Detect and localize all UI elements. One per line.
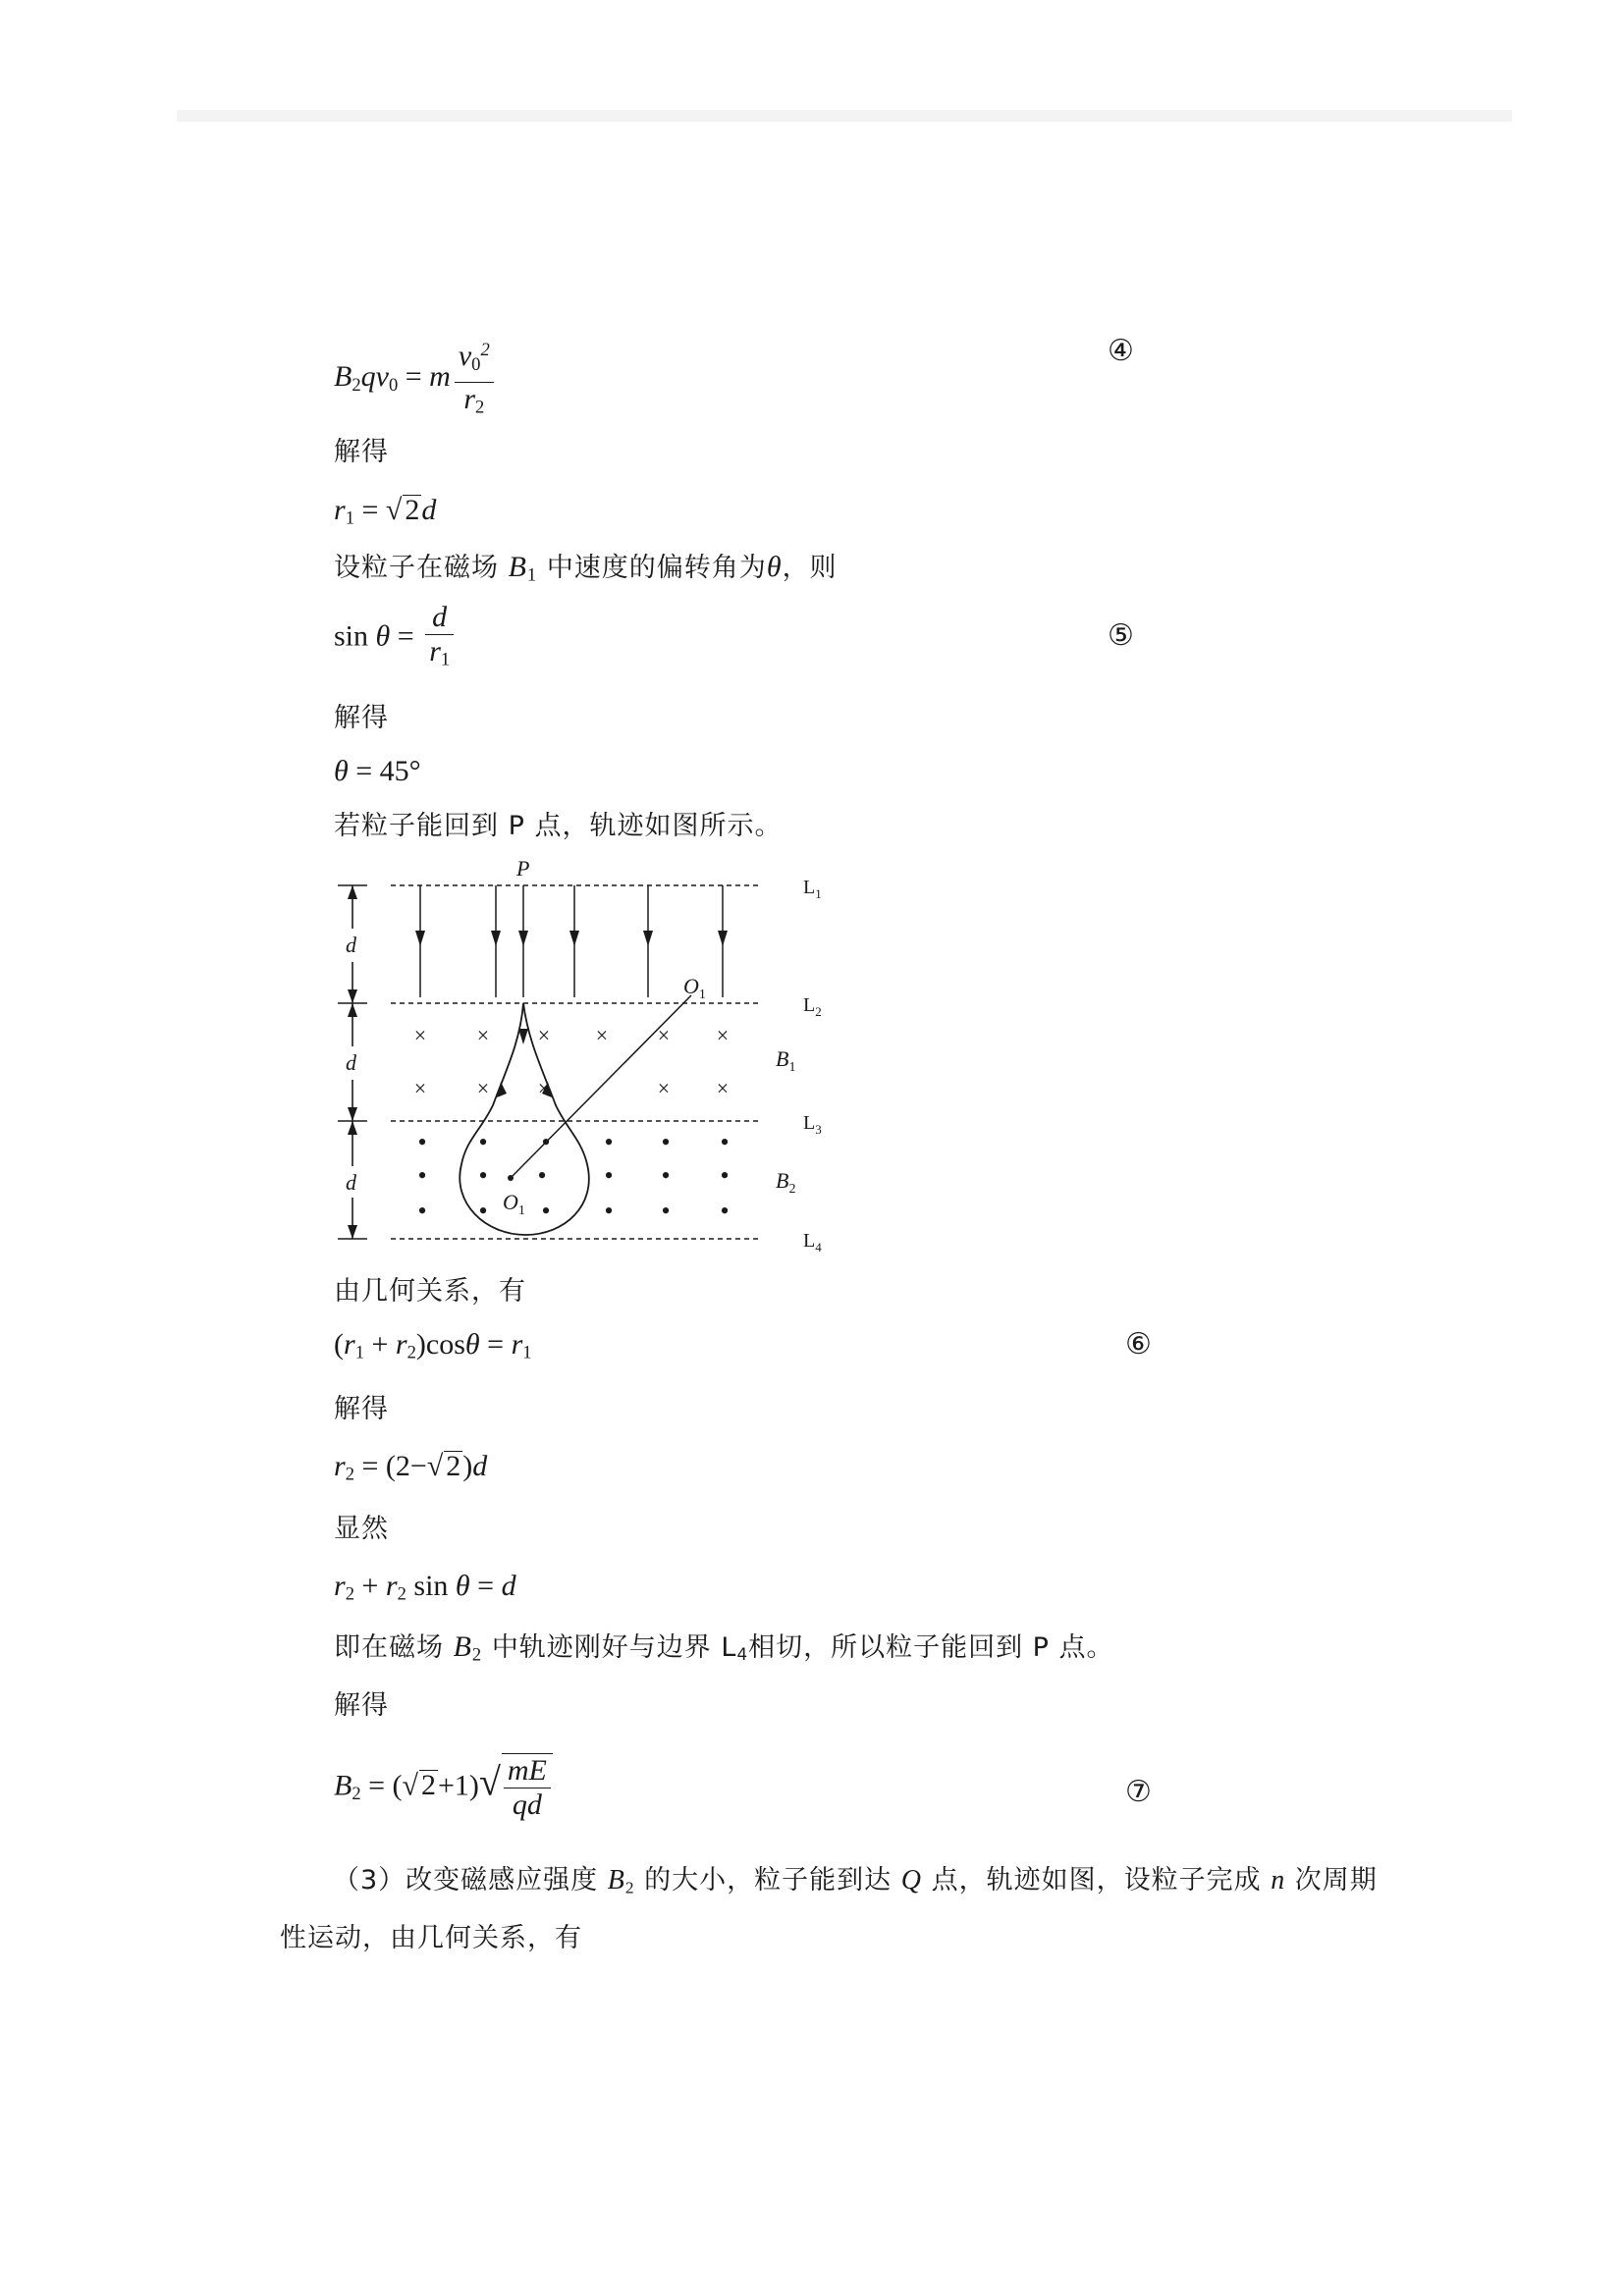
return-to-p-sentence: 若粒子能回到 P 点，轨迹如图所示。 <box>334 811 783 841</box>
label-b2: $B_2$ <box>776 1168 796 1197</box>
svg-text:×: × <box>537 1023 551 1047</box>
svg-text:•: • <box>604 1161 614 1190</box>
r2-result: $r_2 = (2-√$ 2)d <box>334 1450 488 1485</box>
svg-text:×: × <box>537 1076 551 1100</box>
magnetic-field-b2 <box>417 1128 729 1225</box>
svg-text:×: × <box>413 1076 427 1100</box>
equation-number-6: ⑥ <box>1125 1327 1152 1362</box>
svg-text:•: • <box>478 1197 488 1225</box>
svg-text:×: × <box>476 1023 490 1047</box>
svg-text:×: × <box>657 1023 671 1047</box>
solve-label-4: 解得 <box>334 1690 389 1721</box>
equation-number-4: ④ <box>1108 334 1134 368</box>
r1-result: $r_1$ = √ 2d <box>334 494 437 529</box>
svg-text:•: • <box>720 1197 730 1225</box>
solve-label-1: 解得 <box>334 437 389 467</box>
label-d2: d <box>346 1050 356 1075</box>
svg-text:•: • <box>417 1128 427 1156</box>
svg-text:×: × <box>476 1076 490 1100</box>
svg-text:×: × <box>595 1023 609 1047</box>
equation-4: $B_2qv_0 = m$ $\frac{v_0^2}{r_2}$ <box>334 334 498 425</box>
scan-shadow <box>177 110 1512 122</box>
label-p: P <box>516 856 530 881</box>
svg-text:×: × <box>657 1076 671 1100</box>
svg-text:•: • <box>604 1128 614 1156</box>
svg-text:•: • <box>604 1197 614 1225</box>
svg-text:•: • <box>720 1128 730 1156</box>
svg-text:•: • <box>541 1197 551 1225</box>
deflection-sentence: 设粒子在磁场 $B_1$ 中速度的偏转角为θ，则 <box>334 551 838 586</box>
theta-result: θ = 45° <box>334 755 421 787</box>
label-o1-top: $O_1$ <box>683 974 706 1002</box>
solve-label-2: 解得 <box>334 703 389 733</box>
svg-text:•: • <box>661 1161 671 1190</box>
svg-text:•: • <box>417 1197 427 1225</box>
svg-text:•: • <box>661 1128 671 1156</box>
center-point-o1 <box>508 1175 514 1181</box>
svg-text:•: • <box>478 1128 488 1156</box>
svg-text:•: • <box>417 1161 427 1190</box>
svg-text:×: × <box>413 1023 427 1047</box>
equation-6: $(r_1 + r_2)\cos\theta = r_1$ <box>334 1328 532 1363</box>
label-l1: $L_1$ <box>803 877 822 901</box>
tangent-sentence: 即在磁场 $B_2$ 中轨迹刚好与边界 $L_4$相切，所以粒子能回到 P 点。 <box>334 1630 1114 1666</box>
svg-text:•: • <box>661 1197 671 1225</box>
equation-5: sin θ = $\frac{d}{r_1}$ <box>334 601 458 677</box>
electric-field-arrows <box>420 885 723 997</box>
svg-text:×: × <box>716 1076 730 1100</box>
label-l4: $L_4$ <box>803 1230 822 1255</box>
label-d3: d <box>346 1170 356 1195</box>
magnetic-field-b1 <box>414 1023 729 1100</box>
part-3-paragraph: （3）改变磁感应强度 $B_2$ 的大小，粒子能到达 Q 点，轨迹如图，设粒子完成 n 次周期 性运动，由几何关系，有 <box>280 1865 1378 1954</box>
geometry-label: 由几何关系，有 <box>334 1276 526 1307</box>
svg-text:•: • <box>541 1128 551 1156</box>
svg-text:•: • <box>720 1161 730 1190</box>
svg-text:×: × <box>716 1023 730 1047</box>
equation-number-7: ⑦ <box>1125 1775 1152 1809</box>
svg-text:•: • <box>537 1161 547 1190</box>
label-o1-bottom: $O_1$ <box>503 1190 525 1218</box>
tangent-check-equation: $r_2 + r_2$ sin θ = d <box>334 1570 516 1605</box>
label-l3: $L_3$ <box>803 1112 822 1137</box>
obviously-label: 显然 <box>334 1514 389 1544</box>
svg-text:•: • <box>478 1161 488 1190</box>
label-b1: $B_1$ <box>776 1046 796 1075</box>
equation-7: $B_2$ = (√ 2+1)√ $\frac{mE}{qd}$ <box>334 1753 553 1822</box>
solve-label-3: 解得 <box>334 1394 389 1424</box>
equation-number-5: ⑤ <box>1108 618 1134 653</box>
trajectory-figure <box>324 850 874 1262</box>
label-l2: $L_2$ <box>803 994 822 1019</box>
label-d1: d <box>346 933 356 957</box>
